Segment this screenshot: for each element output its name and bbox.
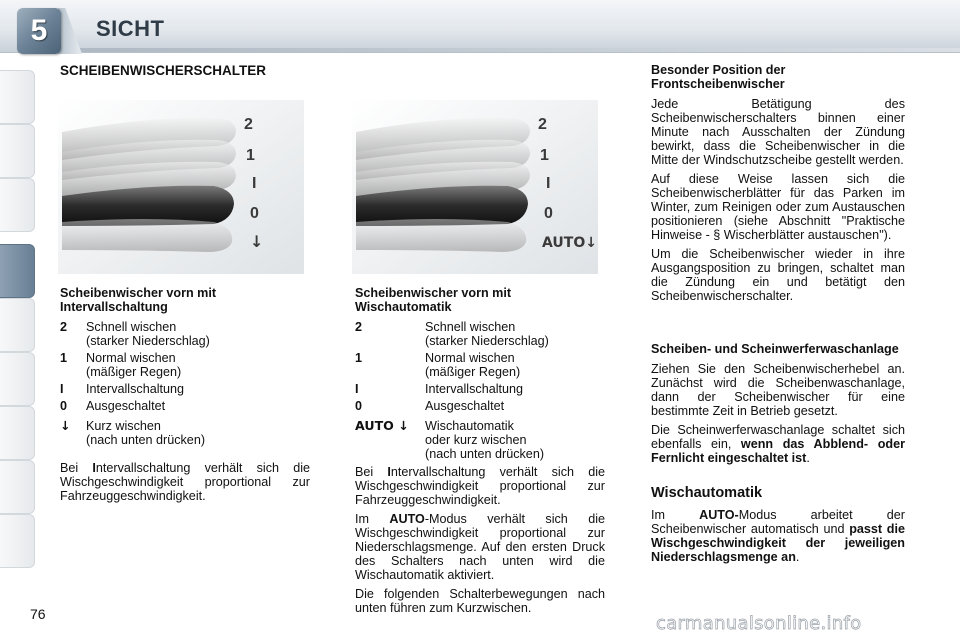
list-key: 1 xyxy=(60,351,68,365)
list-text: Schnell wischen (starker Niederschlag) xyxy=(86,320,210,348)
list-key: 2 xyxy=(60,320,68,334)
list-text: Normal wischen (mäßiger Regen) xyxy=(86,351,182,379)
interval-note: Bei Intervallschaltung verhält sich die Wischgeschwindigkeit proportional zur Fahrzeuggeschwindigkeit. xyxy=(60,461,310,503)
washer-heading: Scheiben- und Scheinwerferwaschanlage xyxy=(651,342,899,356)
auto-note-1: Bei Intervallschaltung verhält sich die Wischgeschwindigkeit proportional zur Fahrzeuggeschwindigkeit. xyxy=(355,465,605,507)
ghost-stalk-down xyxy=(62,219,232,252)
figure-label-2: 2 xyxy=(538,116,547,133)
side-tab-active[interactable] xyxy=(0,244,35,298)
list-text: Ausgeschaltet xyxy=(425,399,505,413)
figure-label-0: 0 xyxy=(250,205,259,222)
list-key: I xyxy=(355,382,359,396)
list-text: Schnell wischen (starker Niederschlag) xyxy=(425,320,549,348)
figure-label-i: I xyxy=(546,175,551,192)
list-item xyxy=(355,399,605,413)
figure-label-1: 1 xyxy=(246,147,255,164)
section-title: SCHEIBENWISCHERSCHALTER xyxy=(60,63,267,78)
auto-wipe-heading: Wischautomatik xyxy=(651,485,763,501)
column-auto-wipe xyxy=(651,486,905,564)
figure-label-down-arrow-icon: ↓ xyxy=(250,232,264,251)
list-key: 1 xyxy=(355,351,363,365)
list-text: Intervallschaltung xyxy=(425,382,524,396)
auto-down-key: AUTO ↓ xyxy=(355,418,409,433)
list-item xyxy=(60,382,310,396)
list-text: Kurz wischen (nach unten drücken) xyxy=(86,419,206,447)
special-position-heading: Besonder Position der Frontscheibenwischer xyxy=(651,63,786,91)
wiper-stalk-figure-auto xyxy=(352,100,598,274)
column-washer xyxy=(651,342,905,470)
list-text: Intervallschaltung xyxy=(86,382,185,396)
list-key: 2 xyxy=(355,320,363,334)
column-auto xyxy=(355,286,605,620)
special-position-p3: Um die Scheibenwischer wieder in ihre Ausgangsposition zu bringen, schaltet man die Zündung ein und betätigt den Scheibenwischerschalter. xyxy=(651,247,905,303)
auto-wipe-text: Im AUTO-Modus arbeitet der Scheibenwischer automatisch und passt die Wischgeschwindigkeit der jeweiligen Niederschlagsmenge an. xyxy=(651,508,905,564)
figure-label-2: 2 xyxy=(244,116,253,133)
side-tab-7[interactable] xyxy=(0,406,35,460)
side-tab-8[interactable] xyxy=(0,460,35,514)
chapter-number-badge: 5 xyxy=(17,8,61,54)
figure-label-auto-down: AUTO↓ xyxy=(542,235,597,251)
list-item xyxy=(355,351,605,379)
list-item xyxy=(60,399,310,413)
side-tab-9[interactable] xyxy=(0,514,35,568)
list-item xyxy=(60,351,310,379)
list-text: Wischautomatik oder kurz wischen (nach unten drücken) xyxy=(425,419,545,461)
column-interval xyxy=(60,286,310,503)
side-tab-1[interactable] xyxy=(0,70,35,124)
interval-heading: Scheibenwischer vorn mit Intervallschaltung xyxy=(60,286,217,314)
header-rule xyxy=(60,48,960,52)
washer-p2: Die Scheinwerferwaschanlage schaltet sich ebenfalls ein, wenn das Abblend- oder Fernlicht eingeschaltet ist. xyxy=(651,423,905,465)
list-item xyxy=(355,320,605,348)
watermark: carmanualsonline.info xyxy=(656,613,862,634)
list-text: Ausgeschaltet xyxy=(86,399,166,413)
list-item xyxy=(60,419,310,447)
list-key: 0 xyxy=(60,399,68,413)
list-text: Normal wischen (mäßiger Regen) xyxy=(425,351,521,379)
ghost-stalk-down xyxy=(356,219,526,252)
special-position-p2: Auf diese Weise lassen sich die Scheibenwischerblätter für das Parken im Winter, zum Reinigen oder zum Austauschen positionieren (siehe Abschnitt "Praktische Hinweise - § Wischerblätter austauschen"). xyxy=(651,172,905,242)
figure-label-0: 0 xyxy=(544,205,553,222)
list-key: I xyxy=(60,382,64,396)
down-arrow-icon: ↓ xyxy=(60,418,71,433)
wiper-stalk-figure-interval xyxy=(58,100,304,274)
side-tab-3[interactable] xyxy=(0,178,35,232)
side-tab-6[interactable] xyxy=(0,352,35,406)
special-position-p1: Jede Betätigung des Scheibenwischerschalters binnen einer Minute nach Ausschalten der Zündung bewirkt, dass die Scheibenwischer in die Mitte der Windschutzscheibe gestellt werden. xyxy=(651,97,905,167)
page-number: 76 xyxy=(30,606,46,622)
side-tab-5[interactable] xyxy=(0,298,35,352)
auto-heading: Scheibenwischer vorn mit Wischautomatik xyxy=(355,286,512,314)
chapter-title: SICHT xyxy=(96,16,165,41)
list-key: 0 xyxy=(355,399,363,413)
auto-note-3: Die folgenden Schalterbewegungen nach unten führen zum Kurzwischen. xyxy=(355,587,605,615)
list-item xyxy=(355,419,605,461)
figure-label-1: 1 xyxy=(540,147,549,164)
side-tab-2[interactable] xyxy=(0,124,35,178)
washer-p1: Ziehen Sie den Scheibenwischerhebel an. Zunächst wird die Scheibenwaschanlage, dann der Scheibenwischer für eine bestimmte Zeit in Betrieb gesetzt. xyxy=(651,362,905,418)
list-item xyxy=(60,320,310,348)
figure-label-i: I xyxy=(252,175,257,192)
auto-note-2: Im AUTO-Modus verhält sich die Wischgeschwindigkeit proportional zur Niederschlagsmenge. Auf den ersten Druck des Schalters nach unten wird die Wischautomatik aktiviert. xyxy=(355,512,605,582)
list-item xyxy=(355,382,605,396)
column-info xyxy=(651,63,905,308)
